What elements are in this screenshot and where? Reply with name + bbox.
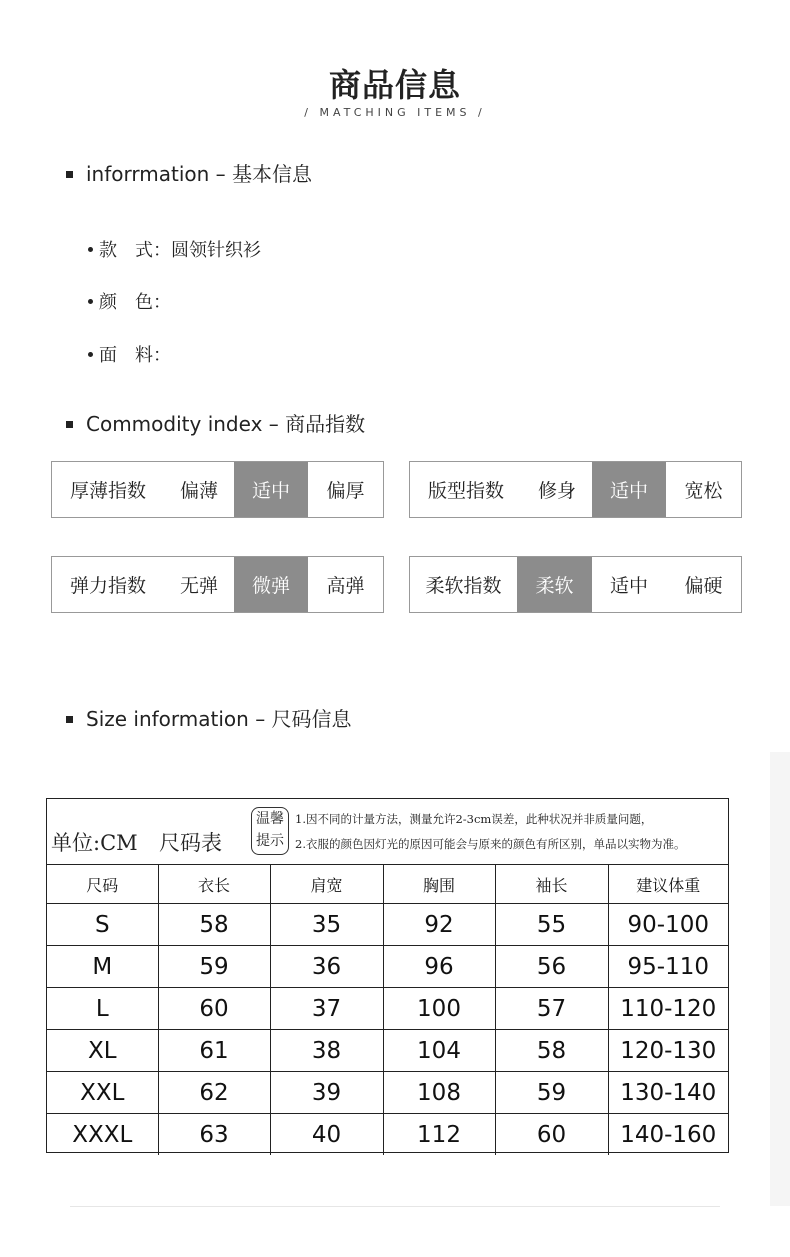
index-option: 适中 xyxy=(609,575,648,597)
table-cell: 61 xyxy=(158,1030,270,1072)
info-item-value: 圆领针织衫 xyxy=(171,240,261,261)
table-cell: S xyxy=(47,904,158,946)
table-cell: XL xyxy=(47,1030,158,1072)
column-header: 肩宽 xyxy=(270,865,383,904)
table-cell: 108 xyxy=(383,1072,495,1114)
info-item-label: 颜 色： xyxy=(99,292,171,313)
table-cell: 57 xyxy=(495,988,608,1030)
table-cell: 58 xyxy=(158,904,270,946)
index-name: 厚薄指数 xyxy=(69,480,146,502)
table-cell: 140-160 xyxy=(608,1114,728,1156)
table-cell: 130-140 xyxy=(608,1072,728,1114)
unit-label: 单位:CM xyxy=(51,831,138,855)
square-bullet-icon xyxy=(66,716,73,723)
table-cell: 35 xyxy=(270,904,383,946)
square-bullet-icon xyxy=(66,171,73,178)
table-cell: 37 xyxy=(270,988,383,1030)
info-item-label: 款 式： xyxy=(99,240,171,261)
column-header: 建议体重 xyxy=(608,865,728,904)
info-item-style xyxy=(88,236,261,262)
index-fit xyxy=(409,461,742,518)
table-cell: 60 xyxy=(158,988,270,1030)
table-cell: M xyxy=(47,946,158,988)
table-cell: 63 xyxy=(158,1114,270,1156)
table-cell: 95-110 xyxy=(608,946,728,988)
column-header: 尺码 xyxy=(47,865,158,904)
note-line: 2.衣服的颜色因灯光的原因可能会与原来的颜色有所区别，单品以实物为准。 xyxy=(295,837,686,851)
table-cell: 59 xyxy=(495,1072,608,1114)
tip-label-line: 提示 xyxy=(256,833,284,849)
index-softness xyxy=(409,556,742,613)
bottom-divider xyxy=(70,1206,720,1207)
index-option: 偏硬 xyxy=(684,575,723,597)
table-row xyxy=(47,1114,728,1156)
index-option: 微弹 xyxy=(234,557,308,612)
info-item-fabric xyxy=(88,341,171,367)
table-cell: 112 xyxy=(383,1114,495,1156)
size-heading-text: Size information – 尺码信息 xyxy=(86,707,352,731)
column-header: 袖长 xyxy=(495,865,608,904)
column-header: 胸围 xyxy=(383,865,495,904)
info-heading-text: inforrmation – 基本信息 xyxy=(86,162,313,186)
index-option: 无弹 xyxy=(179,575,218,597)
info-section-heading xyxy=(66,158,312,187)
size-chart xyxy=(46,798,729,1153)
tip-label-line: 温馨 xyxy=(256,811,284,827)
side-strip xyxy=(770,752,790,1206)
size-chart-title: 尺码表 xyxy=(159,831,222,855)
index-option: 偏薄 xyxy=(179,480,218,502)
table-cell: XXL xyxy=(47,1072,158,1114)
note-line: 1.因不同的计量方法，测量允许2-3cm误差，此种状况并非质量问题， xyxy=(295,812,653,826)
index-option: 适中 xyxy=(234,462,308,517)
table-cell: 110-120 xyxy=(608,988,728,1030)
index-name: 柔软指数 xyxy=(425,575,502,597)
index-option: 高弹 xyxy=(326,575,365,597)
dot-bullet-icon xyxy=(88,352,93,357)
index-option: 适中 xyxy=(592,462,666,517)
dot-bullet-icon xyxy=(88,247,93,252)
table-row xyxy=(47,1072,728,1114)
table-cell: 56 xyxy=(495,946,608,988)
size-chart-header xyxy=(47,799,728,865)
column-header: 衣长 xyxy=(158,865,270,904)
index-thickness xyxy=(51,461,384,518)
info-item-label: 面 料： xyxy=(99,345,171,366)
index-name: 版型指数 xyxy=(427,480,504,502)
table-cell: 39 xyxy=(270,1072,383,1114)
table-cell: 92 xyxy=(383,904,495,946)
index-name: 弹力指数 xyxy=(69,575,146,597)
index-elasticity xyxy=(51,556,384,613)
page-title: 商品信息 xyxy=(328,66,461,104)
dot-bullet-icon xyxy=(88,299,93,304)
table-cell: XXXL xyxy=(47,1114,158,1156)
table-cell: 62 xyxy=(158,1072,270,1114)
table-row xyxy=(47,946,728,988)
table-cell: 90-100 xyxy=(608,904,728,946)
index-option: 偏厚 xyxy=(326,480,365,502)
table-row xyxy=(47,1030,728,1072)
table-cell: 59 xyxy=(158,946,270,988)
table-cell: 40 xyxy=(270,1114,383,1156)
page-subtitle: / MATCHING ITEMS / xyxy=(304,106,486,119)
table-cell: 96 xyxy=(383,946,495,988)
commodity-heading-text: Commodity index – 商品指数 xyxy=(86,412,366,436)
table-cell: 38 xyxy=(270,1030,383,1072)
size-section-heading xyxy=(66,703,352,732)
index-option: 修身 xyxy=(537,480,576,502)
info-item-color xyxy=(88,288,171,314)
tip-badge xyxy=(251,807,289,855)
table-cell: 55 xyxy=(495,904,608,946)
size-table xyxy=(47,865,728,1155)
table-cell: 58 xyxy=(495,1030,608,1072)
table-cell: 120-130 xyxy=(608,1030,728,1072)
table-cell: 104 xyxy=(383,1030,495,1072)
table-row xyxy=(47,988,728,1030)
table-cell: 60 xyxy=(495,1114,608,1156)
square-bullet-icon xyxy=(66,421,73,428)
table-cell: L xyxy=(47,988,158,1030)
table-row xyxy=(47,904,728,946)
table-cell: 100 xyxy=(383,988,495,1030)
index-option: 宽松 xyxy=(684,480,723,502)
index-option: 柔软 xyxy=(517,557,592,612)
table-header-row xyxy=(47,865,728,904)
table-cell: 36 xyxy=(270,946,383,988)
commodity-section-heading xyxy=(66,408,365,437)
